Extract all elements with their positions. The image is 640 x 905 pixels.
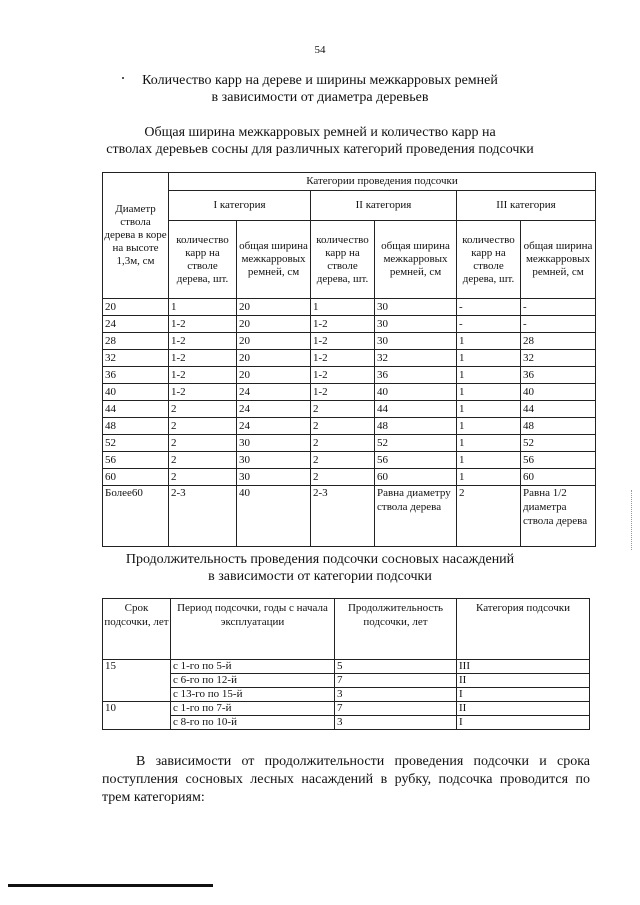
table-cell: 56 [375,452,457,469]
table-cell: 48 [375,418,457,435]
table-cell: 2 [311,418,375,435]
table-cell: 1-2 [311,367,375,384]
table-row [103,350,596,367]
category-3-header: III категория [457,191,596,221]
table-cell: 2 [457,486,521,547]
col-width-2: общая ширина межкарровых ремней, см [375,221,457,299]
category-header: Категория подсочки [457,599,590,660]
table-cell: 1 [457,452,521,469]
categories-header: Категории проведения подсочки [169,173,596,191]
table-cell: I [457,716,590,730]
table-cell: Более60 [103,486,169,547]
table-row [103,660,590,674]
table2-caption [0,551,640,585]
table-cell: 7 [335,674,457,688]
table-cell: 1 [457,384,521,401]
table-cell: 28 [103,333,169,350]
table-cell: 20 [237,333,311,350]
table-cell: 20 [237,367,311,384]
table-cell: 40 [375,384,457,401]
table-cell: 1-2 [169,367,237,384]
table-cell: 32 [103,350,169,367]
table-row [103,674,590,688]
table1-caption [0,124,640,158]
table-row [103,435,596,452]
table-cell: с 1-го по 5-й [171,660,335,674]
table-cell: 1 [311,299,375,316]
table-cell: 24 [103,316,169,333]
page-number: 54 [314,44,326,56]
table-cell: 7 [335,702,457,716]
table-cell: 30 [237,435,311,452]
table-cell: 2 [169,452,237,469]
table-cell: - [521,316,596,333]
table-cell: 1 [457,435,521,452]
scan-edge-marks [631,490,634,550]
table-row [103,299,596,316]
diameter-header: Диаметр ствола дерева в коре на высоте 1,3м, см [103,173,169,299]
table-carr-width [102,172,596,547]
table-cell: 60 [521,469,596,486]
table-cell: Равна диаметру ствола дерева [375,486,457,547]
table-cell: 2 [311,435,375,452]
table-cell: 1 [169,299,237,316]
table-cell: 2 [169,418,237,435]
col-count-2: количество карр на стволе дерева, шт. [311,221,375,299]
table-row [103,452,596,469]
term-cell: 10 [103,702,171,730]
table-cell: 1 [457,401,521,418]
term-header: Срок подсочки, лет [103,599,171,660]
table-cell: 24 [237,418,311,435]
table-cell: 1 [457,469,521,486]
table-cell: 30 [237,452,311,469]
table-row-last [103,486,596,547]
table-cell: 1 [457,350,521,367]
table-cell: 1-2 [169,384,237,401]
table-row [103,469,596,486]
table-cell: 40 [521,384,596,401]
col-width-1: общая ширина межкарровых ремней, см [237,221,311,299]
table-cell: - [521,299,596,316]
table-row [103,333,596,350]
table-cell: 40 [103,384,169,401]
table-cell: 48 [103,418,169,435]
table-cell: 44 [375,401,457,418]
table-cell: 36 [521,367,596,384]
table-cell: с 6-го по 12-й [171,674,335,688]
table-cell: Равна 1/2 диаметра ствола дерева [521,486,596,547]
title-line-2: в зависимости от диаметра деревьев [211,90,429,105]
table2-body [103,660,590,730]
table-cell: 56 [521,452,596,469]
table-cell: 24 [237,384,311,401]
table-cell: 36 [375,367,457,384]
table-cell: 2 [311,401,375,418]
footer-rule [8,884,213,887]
table2-caption-line-1: Продолжительность проведения подсочки сосновых насаждений [125,552,515,567]
table-row [103,716,590,730]
table-cell: 56 [103,452,169,469]
table-row [103,688,590,702]
table-cell: 24 [237,401,311,418]
table-cell: 2 [311,469,375,486]
table1-body [103,299,596,547]
table-cell: 5 [335,660,457,674]
table-cell: 2 [169,401,237,418]
table1-caption-line-2: стволах деревьев сосны для различных категорий проведения подсочки [106,142,534,157]
table-cell: 1-2 [169,316,237,333]
table-cell: 1-2 [311,316,375,333]
col-count-1: количество карр на стволе дерева, шт. [169,221,237,299]
category-2-header: II категория [311,191,457,221]
table-cell: 32 [521,350,596,367]
table-cell: I [457,688,590,702]
table-cell: III [457,660,590,674]
table-cell: 52 [375,435,457,452]
table-cell: 32 [375,350,457,367]
table-cell: 36 [103,367,169,384]
table-cell: с 13-го по 15-й [171,688,335,702]
table-cell: 1-2 [169,350,237,367]
table-cell: 2-3 [169,486,237,547]
table-cell: 3 [335,688,457,702]
table-cell: II [457,702,590,716]
table-cell: 3 [335,716,457,730]
term-cell: 15 [103,660,171,702]
table-cell: II [457,674,590,688]
table-row [103,401,596,418]
table-row [103,418,596,435]
table-cell: 1 [457,418,521,435]
duration-header: Продолжительность подсочки, лет [335,599,457,660]
table-row [103,702,590,716]
table-cell: 30 [237,469,311,486]
table-row [103,316,596,333]
table-cell: 2 [169,469,237,486]
table-cell: 30 [375,299,457,316]
table-cell: 20 [237,350,311,367]
table-cell: с 1-го по 7-й [171,702,335,716]
table-cell: 20 [237,299,311,316]
table-cell: 1 [457,333,521,350]
table-cell: 1-2 [169,333,237,350]
table-cell: 60 [375,469,457,486]
table-cell: - [457,299,521,316]
col-count-3: количество карр на стволе дерева, шт. [457,221,521,299]
table-cell: 52 [103,435,169,452]
table2-caption-line-2: в зависимости от категории подсочки [208,569,432,584]
table-row [103,367,596,384]
table-cell: 52 [521,435,596,452]
table-cell: 1-2 [311,350,375,367]
table-cell: 2 [169,435,237,452]
table-cell: 1-2 [311,333,375,350]
table-tapping-duration [102,598,590,730]
table-cell: 40 [237,486,311,547]
table-cell: 60 [103,469,169,486]
title-line-1: Количество карр на дереве и ширины межкарровых ремней [142,73,498,88]
table-cell: 2-3 [311,486,375,547]
table-cell: - [457,316,521,333]
table-cell: 44 [103,401,169,418]
table-cell: 30 [375,333,457,350]
table-cell: 30 [375,316,457,333]
table-cell: 48 [521,418,596,435]
body-paragraph: В зависимости от продолжительности проведения подсочки и срока поступления сосновых лесных насаждений в рубку, подсочка проводится по трем категориям: [102,754,590,805]
table-cell: 20 [103,299,169,316]
col-width-3: общая ширина межкарровых ремней, см [521,221,596,299]
table-cell: 1-2 [311,384,375,401]
table-row [103,384,596,401]
table-cell: с 8-го по 10-й [171,716,335,730]
table-cell: 1 [457,367,521,384]
table1-caption-line-1: Общая ширина межкарровых ремней и количество карр на [144,125,496,140]
document-title [0,72,640,106]
table-cell: 28 [521,333,596,350]
category-1-header: I категория [169,191,311,221]
table-cell: 2 [311,452,375,469]
period-header: Период подсочки, годы с начала эксплуатации [171,599,335,660]
table-cell: 44 [521,401,596,418]
table-cell: 20 [237,316,311,333]
